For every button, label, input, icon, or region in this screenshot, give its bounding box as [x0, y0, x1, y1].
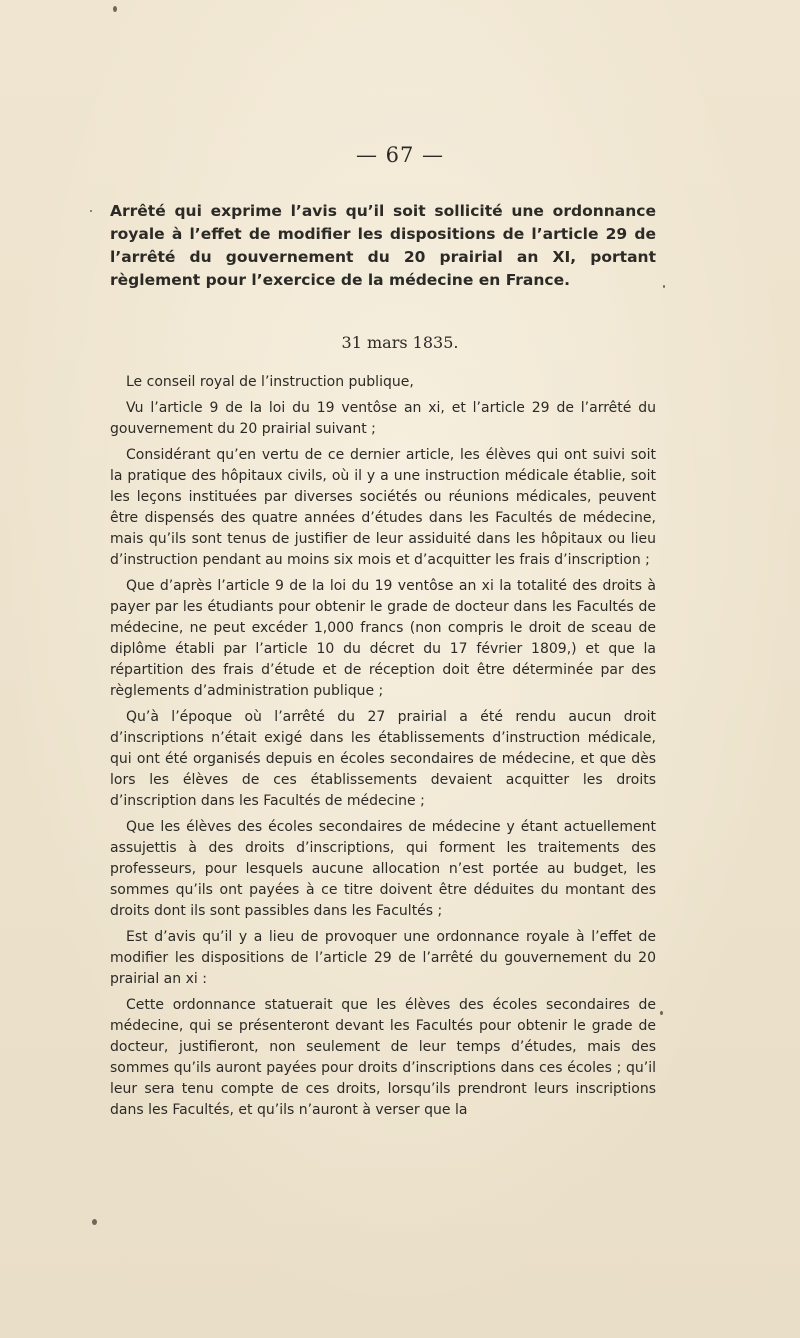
decree-date: 31 mars 1835. — [341, 333, 459, 352]
paper-speck-mark — [113, 6, 117, 12]
body-paragraph: Est d’avis qu’il y a lieu de provoquer une ordonnance royale à l’effet de modifier les dispositions de l’article 29 de l’arrêté du gouvernement du 20 prairial an xi : — [110, 929, 656, 987]
body-paragraph: Cette ordonnance statuerait que les élèves des écoles secondaires de médecine, qui se présenteront devant les Facultés pour obtenir le grade de docteur, justifieront, non seulement de leur temps d’études, mais des sommes qu’ils auront payées pour droits d’inscriptions dans ces écoles ; qu’il leur sera tenu compte de ces droits, lorsqu’ils prendront leurs inscriptions dans les Facultés, et qu’ils n’auront à verser que la — [110, 997, 656, 1118]
page-number: — 67 — — [355, 143, 445, 167]
paper-speck-mark — [90, 210, 92, 212]
body-paragraph: Qu’à l’époque où l’arrêté du 27 prairial a été rendu aucun droit d’inscriptions n’était exigé dans les établissements d’instruction médicale, qui ont été organisés depuis en écoles secondaires de médecine, et que dès lors les élèves de ces établissements devaient acquitter les droits d’inscription dans les Facultés de médecine ; — [110, 709, 656, 809]
body-paragraph: Le conseil royal de l’instruction publique, — [126, 374, 414, 390]
body-paragraph: Que d’après l’article 9 de la loi du 19 ventôse an xi la totalité des droits à payer par les étudiants pour obtenir le grade de docteur dans les Facultés de médecine, ne peut excéder 1,000 francs (non compris le droit de sceau de diplôme établi par l’article 10 du décret du 17 février 1809,) et que la répartition des frais d’étude et de réception doit être déterminée par des règlements d’administration publique ; — [110, 578, 656, 699]
body-paragraph: Vu l’article 9 de la loi du 19 ventôse an xi, et l’article 29 de l’arrêté du gouvernement du 20 prairial suivant ; — [110, 400, 656, 437]
decree-body — [110, 372, 656, 1126]
body-paragraph: Considérant qu’en vertu de ce dernier article, les élèves qui ont suivi soit la pratique des hôpitaux civils, où il y a une instruction médicale établie, soit les leçons instituées par diverses sociétés ou réunions médicales, peuvent être dispensés des quatre années d’études dans les Facultés de médecine, mais qu’ils sont tenus de justifier de leur assiduité dans les hôpitaux ou lieu d’instruction pendant au moins six mois et d’acquitter les frais d’inscription ; — [110, 447, 656, 568]
paper-speck-mark — [92, 1219, 97, 1225]
decree-title: Arrêté qui exprime l’avis qu’il soit sollicité une ordonnance royale à l’effet de modifier les dispositions de l’article 29 de l’arrêté du gouvernement du 20 prairial an XI, portant règlement pour l’exercice de la médecine en France. — [110, 202, 656, 289]
paper-speck-mark — [663, 285, 665, 288]
body-paragraph: Que les élèves des écoles secondaires de médecine y étant actuellement assujettis à des droits d’inscriptions, qui forment les traitements des professeurs, pour lesquels aucune allocation n’est portée au budget, les sommes qu’ils ont payées à ce titre doivent être déduites du montant des droits dont ils sont passibles dans les Facultés ; — [110, 819, 656, 919]
paper-speck-mark — [660, 1011, 663, 1015]
